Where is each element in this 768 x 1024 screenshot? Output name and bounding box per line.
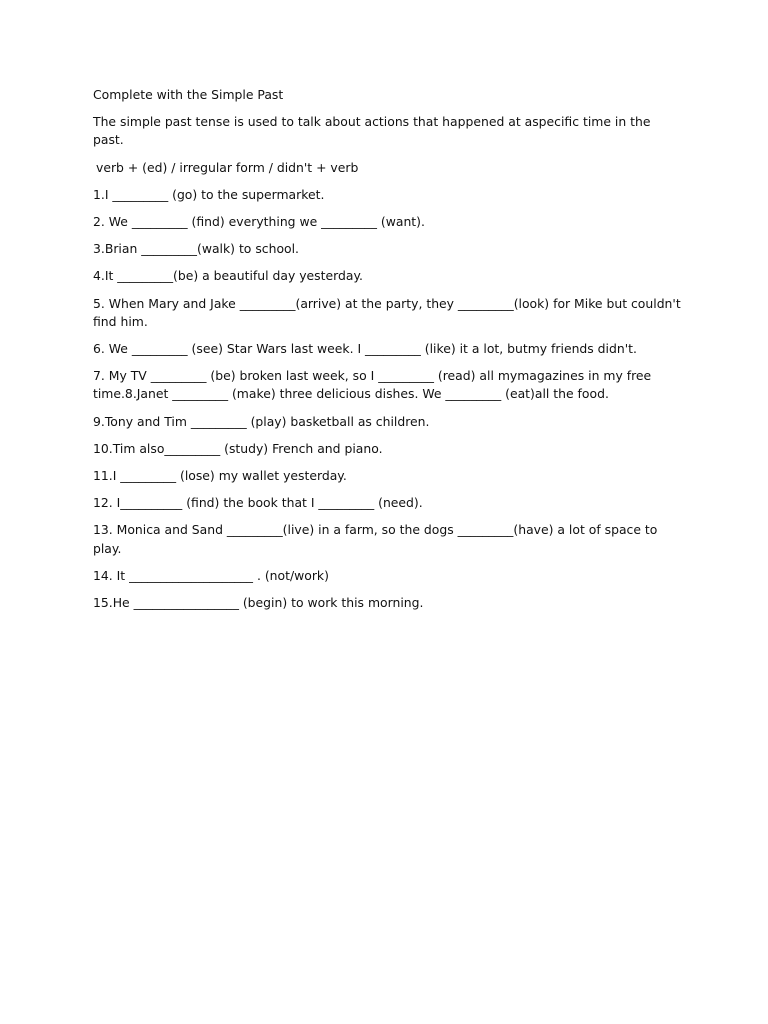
exercise-item: 5. When Mary and Jake _________(arrive) at the party, they _________(look) for Mike but couldn't find him.: [93, 295, 681, 329]
exercise-item: 7. My TV _________ (be) broken last week, so I _________ (read) all mymagazines in my free time.8.Janet _________ (make) three delicious dishes. We _________ (eat)all the food.: [93, 368, 652, 402]
worksheet-page: [93, 86, 683, 621]
exercise-item: 1.I _________ (go) to the supermarket.: [93, 186, 325, 202]
exercise-item: 3.Brian _________(walk) to school.: [93, 241, 299, 257]
worksheet-description: The simple past tense is used to talk about actions that happened at aspecific time in the past.: [93, 114, 651, 148]
exercise-item: 9.Tony and Tim _________ (play) basketball as children.: [93, 413, 430, 429]
exercise-item: 15.He _________________ (begin) to work this morning.: [93, 595, 424, 611]
exercise-item: 4.It _________(be) a beautiful day yesterday.: [93, 268, 363, 284]
grammar-formula: verb + (ed) / irregular form / didn't + verb: [96, 159, 359, 175]
exercise-item: 12. I__________ (find) the book that I _________ (need).: [93, 495, 423, 511]
worksheet-title: Complete with the Simple Past: [93, 87, 284, 102]
exercise-item: 6. We _________ (see) Star Wars last week. I _________ (like) it a lot, butmy friends didn't.: [93, 341, 637, 357]
exercise-item: 11.I _________ (lose) my wallet yesterday.: [93, 468, 347, 484]
exercise-item: 14. It ____________________ . (not/work): [93, 567, 329, 583]
exercise-item: 13. Monica and Sand _________(live) in a farm, so the dogs _________(have) a lot of space to play.: [93, 522, 658, 556]
exercise-item: 10.Tim also_________ (study) French and piano.: [93, 440, 383, 456]
exercise-list: [93, 186, 683, 612]
exercise-item: 2. We _________ (find) everything we _________ (want).: [93, 214, 425, 230]
